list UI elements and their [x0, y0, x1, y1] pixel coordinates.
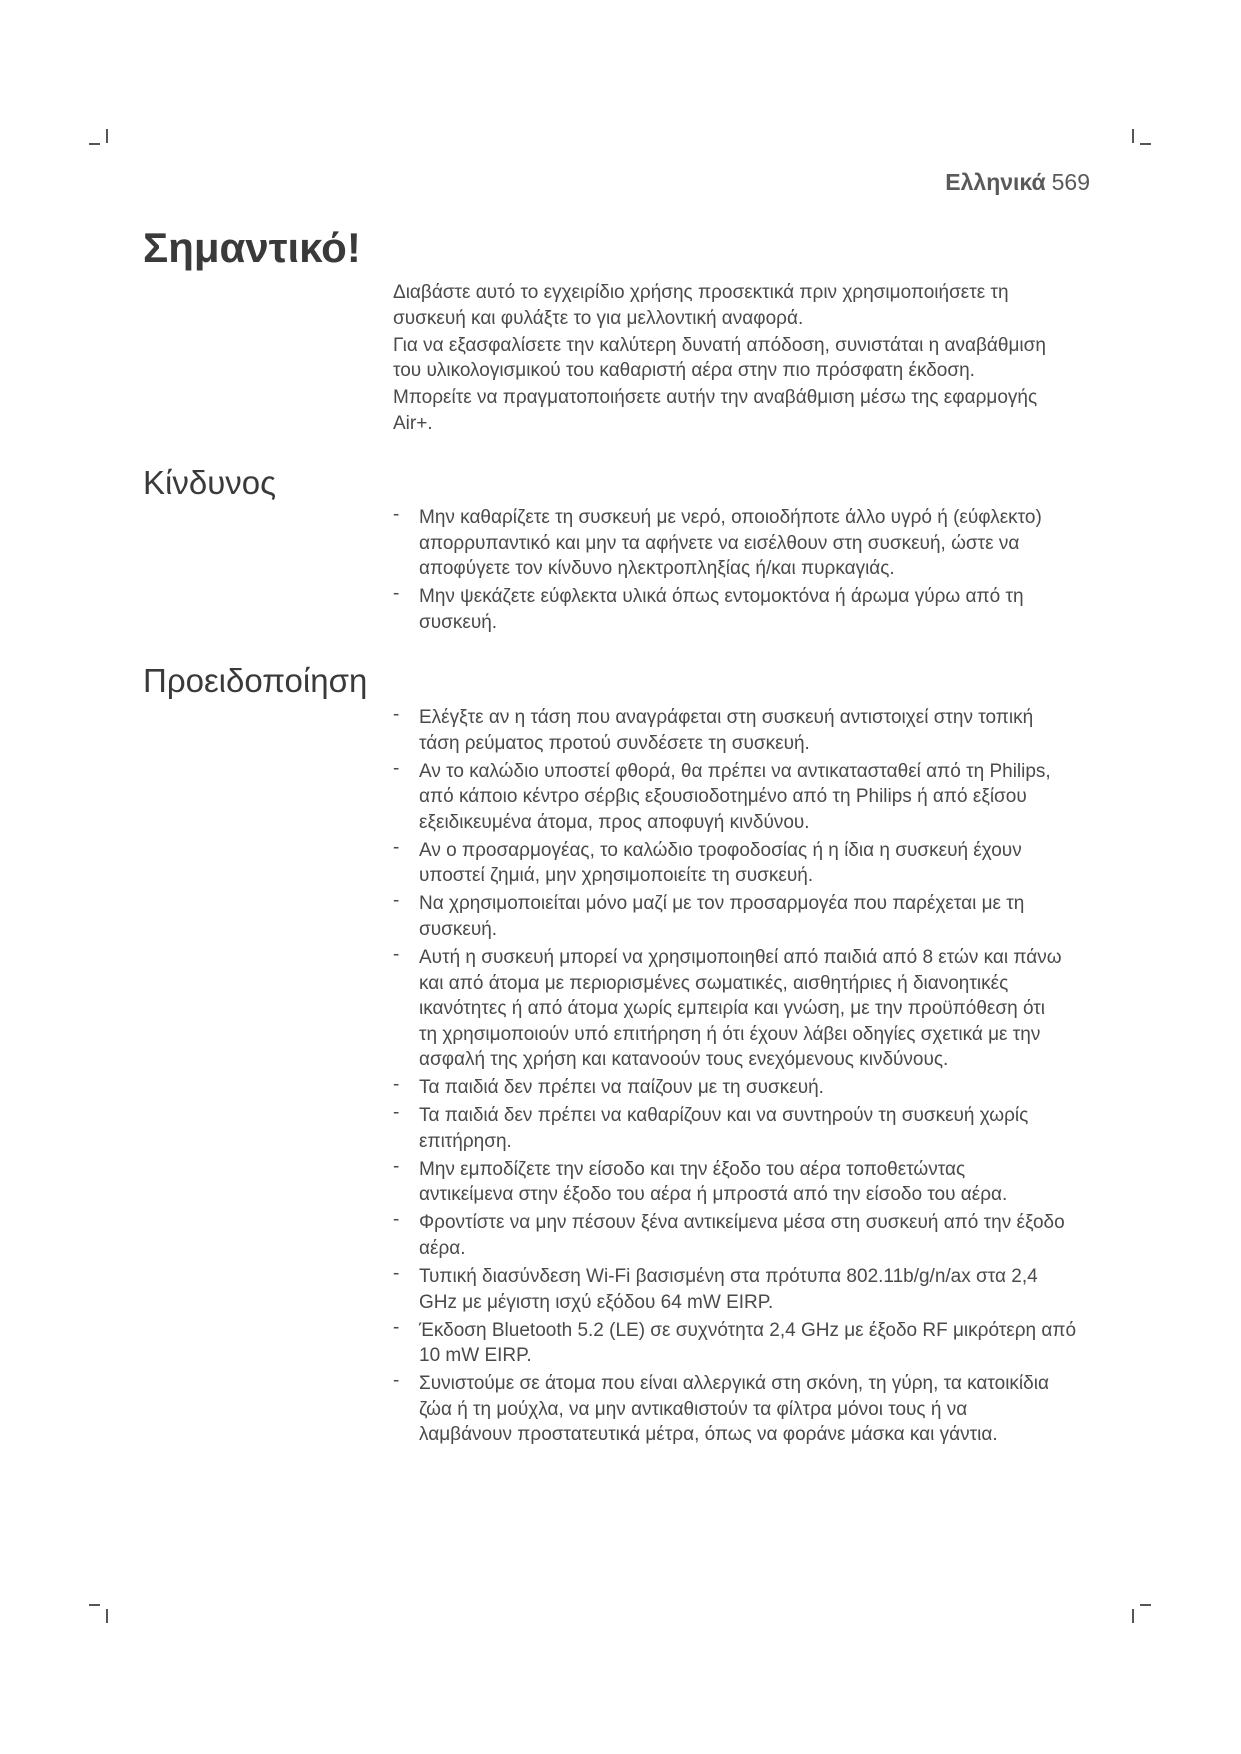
bullet-dash: - [393, 1155, 400, 1177]
important-body [393, 280, 1090, 437]
list-item [393, 945, 1090, 1073]
page-number: 569 [1051, 169, 1090, 195]
crop-mark [1140, 1604, 1151, 1606]
page-header [945, 168, 1090, 196]
list-item [393, 759, 1090, 836]
text-line: Για να εξασφαλίσετε την καλύτερη δυνατή απόδοση, συνιστάται η αναβάθμιση [393, 334, 1046, 356]
bullet-dash: - [393, 1316, 400, 1338]
list-item [393, 1371, 1090, 1448]
text-line: τάση ρεύματος προτού συνδέσετε τη συσκευή. [419, 732, 810, 754]
crop-mark [89, 143, 100, 145]
list-item [393, 1103, 1090, 1154]
text-line: εξειδικευμένα άτομα, προς αποφυγή κινδύνου. [419, 811, 810, 833]
warning-list [393, 705, 1090, 1448]
text-line: Μπορείτε να πραγματοποιήσετε αυτήν την αναβάθμιση μέσω της εφαρμογής [393, 387, 1038, 409]
bullet-dash: - [393, 1262, 400, 1284]
text-line: επιτήρηση. [419, 1130, 512, 1152]
list-item [393, 505, 1090, 582]
bullet-dash: - [393, 704, 400, 725]
list-item [393, 1075, 1090, 1101]
bullet-dash: - [393, 1074, 400, 1096]
text-line: ζώα ή τη μούχλα, να μην αντικαθιστούν τα φίλτρα μόνοι τους ή να [419, 1398, 968, 1420]
list-item [393, 1264, 1090, 1315]
bullet-dash: - [393, 943, 400, 965]
text-line: συσκευή. [419, 918, 498, 940]
text-line: Συνιστούμε σε άτομα που είναι αλλεργικά στη σκόνη, τη γύρη, τα κατοικίδια [419, 1373, 1049, 1395]
bullet-dash: - [393, 1370, 400, 1392]
bullet-dash: - [393, 836, 400, 858]
language-label: Ελληνικά [945, 169, 1046, 195]
text-line: Αν ο προσαρμογέας, το καλώδιο τροφοδοσίας ή η ίδια η συσκευή έχουν [419, 839, 1022, 861]
danger-list [393, 505, 1090, 635]
crop-mark [1132, 1609, 1134, 1623]
bullet-dash: - [393, 890, 400, 912]
text-line: Να χρησιμοποιείται μόνο μαζί με τον προσαρμογέα που παρέχεται με τη [419, 893, 1025, 915]
bullet-dash: - [393, 1102, 400, 1124]
text-line: Τα παιδιά δεν πρέπει να παίζουν με τη συσκευή. [419, 1077, 824, 1099]
text-line: απορρυπαντικό και μην τα αφήνετε να εισέλθουν στη συσκευή, ώστε να [419, 532, 1020, 554]
paragraph [393, 385, 1090, 436]
crop-mark [106, 1609, 108, 1623]
list-item [393, 705, 1090, 756]
crop-mark [89, 1604, 100, 1606]
bullet-dash: - [393, 504, 400, 525]
text-line: και από άτομα με περιορισμένες σωματικές, αισθητήριες ή διανοητικές [419, 972, 1009, 994]
text-line: από κάποιο κέντρο σέρβις εξουσιοδοτημένο από τη Philips ή από εξίσου [419, 786, 1027, 808]
warning-body [393, 705, 1090, 1448]
text-line: GHz με μέγιστη ισχύ εξόδου 64 mW EIRP. [419, 1291, 774, 1313]
crop-mark [1140, 143, 1151, 145]
paragraph [393, 333, 1090, 384]
text-line: ικανότητες ή από άτομα χωρίς εμπειρία και γνώση, με την προϋπόθεση ότι [419, 998, 1045, 1020]
text-line: Τυπική διασύνδεση Wi-Fi βασισμένη στα πρότυπα 802.11b/g/n/ax στα 2,4 [419, 1265, 1038, 1287]
text-line: Air+. [393, 412, 433, 434]
list-item [393, 584, 1090, 635]
list-item [393, 1210, 1090, 1261]
list-item [393, 1318, 1090, 1369]
text-line: Φροντίστε να μην πέσουν ξένα αντικείμενα μέσα στη συσκευή από την έξοδο [419, 1212, 1065, 1234]
text-line: ασφαλή της χρήση και κατανοούν τους ενεχόμενους κινδύνους. [419, 1049, 949, 1071]
text-line: αέρα. [419, 1238, 466, 1259]
text-line: Μην καθαρίζετε τη συσκευή με νερό, οποιοδήποτε άλλο υγρό ή (εύφλεκτο) [419, 507, 1042, 528]
warning-heading: Προειδοποίηση [143, 662, 368, 699]
text-line: Διαβάστε αυτό το εγχειρίδιο χρήσης προσεκτικά πριν χρησιμοποιήσετε τη [393, 282, 1009, 303]
bullet-dash: - [393, 757, 400, 779]
bullet-dash: - [393, 1209, 400, 1231]
text-line: Μην εμποδίζετε την είσοδο και την έξοδο του αέρα τοποθετώντας [419, 1158, 966, 1180]
text-line: λαμβάνουν προστατευτικά μέτρα, όπως να φοράνε μάσκα και γάντια. [419, 1424, 998, 1446]
text-line: συσκευή. [419, 611, 498, 633]
text-line: του υλικολογισμικού του καθαριστή αέρα στην πιο πρόσφατη έκδοση. [393, 360, 975, 382]
important-heading: Σημαντικό! [143, 224, 361, 271]
text-line: Μην ψεκάζετε εύφλεκτα υλικά όπως εντομοκτόνα ή άρωμα γύρω από τη [419, 586, 1024, 608]
crop-mark [106, 129, 108, 143]
danger-heading: Κίνδυνος [143, 464, 277, 501]
text-line: Έκδοση Bluetooth 5.2 (LE) σε συχνότητα 2,4 GHz με έξοδο RF μικρότερη από [419, 1319, 1077, 1341]
bullet-dash: - [393, 583, 400, 605]
text-line: υποστεί ζημιά, μην χρησιμοποιείτε τη συσκευή. [419, 865, 814, 887]
text-line: τη χρησιμοποιούν υπό επιτήρηση ή ότι έχουν λάβει οδηγίες σχετικά με την [419, 1023, 1041, 1045]
text-line: Ελέγξτε αν η τάση που αναγράφεται στη συσκευή αντιστοιχεί στην τοπική [419, 707, 1034, 728]
list-item [393, 1157, 1090, 1208]
danger-body [393, 505, 1090, 635]
text-line: Αν το καλώδιο υποστεί φθορά, θα πρέπει να αντικατασταθεί από τη Philips, [419, 760, 1051, 782]
list-item [393, 838, 1090, 889]
text-line: αντικείμενα στην έξοδο του αέρα ή μπροστά από την είσοδο του αέρα. [419, 1184, 1008, 1206]
text-line: 10 mW EIRP. [419, 1345, 532, 1367]
crop-mark [1132, 129, 1134, 143]
text-line: Αυτή η συσκευή μπορεί να χρησιμοποιηθεί από παιδιά από 8 ετών και πάνω [419, 946, 1062, 968]
text-line: Τα παιδιά δεν πρέπει να καθαρίζουν και να συντηρούν τη συσκευή χωρίς [419, 1105, 1029, 1127]
text-line: συσκευή και φυλάξτε το για μελλοντική αναφορά. [393, 307, 804, 329]
paragraph [393, 280, 1090, 331]
list-item [393, 891, 1090, 942]
text-line: αποφύγετε τον κίνδυνο ηλεκτροπληξίας ή/και πυρκαγιάς. [419, 558, 895, 580]
